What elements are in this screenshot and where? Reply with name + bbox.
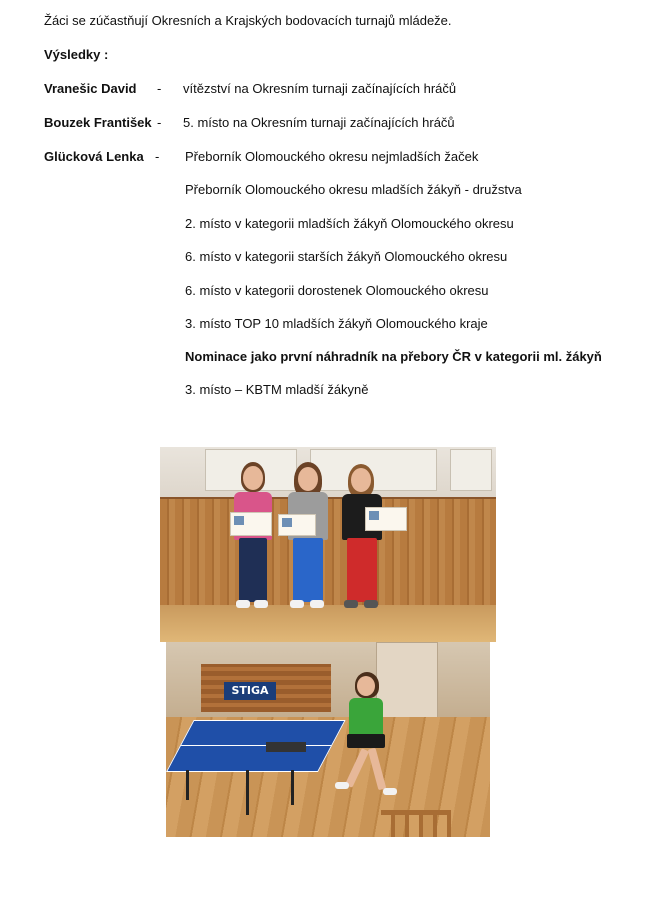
entry-result: 6. místo v kategorii dorostenek Olomouckého okresu [185, 283, 489, 298]
entry-result-nomination: Nominace jako první náhradník na přebory ČR v kategorii ml. žákyň [185, 349, 602, 364]
table-tennis-photo [166, 642, 490, 837]
entry-name: Vranešic David [44, 81, 137, 96]
entry-result: 3. místo – KBTM mladší žákyně [185, 382, 369, 397]
entry-result: Přeborník Olomouckého okresu mladších žákyň - družstva [185, 182, 522, 197]
entry-name: Glücková Lenka [44, 149, 144, 164]
entry-dash: - [155, 149, 160, 164]
entry-dash: - [157, 115, 162, 130]
entry-dash: - [157, 81, 162, 96]
girl-figure [332, 462, 392, 622]
entry-result: vítězství na Okresním turnaji začínajících hráčů [183, 81, 457, 96]
player-figure [341, 672, 401, 802]
chair [381, 810, 451, 837]
award-photo [160, 447, 496, 642]
intro-text: Žáci se zúčastňují Okresních a Krajských bodovacích turnajů mládeže. [44, 13, 452, 28]
entry-result: 6. místo v kategorii starších žákyň Olomouckého okresu [185, 249, 508, 264]
entry-result: 2. místo v kategorii mladších žákyň Olomouckého okresu [185, 216, 514, 231]
entry-result: Přeborník Olomouckého okresu nejmladších žaček [185, 149, 479, 164]
entry-name: Bouzek František [44, 115, 152, 130]
results-heading: Výsledky : [44, 47, 109, 62]
stiga-banner: STIGA [224, 682, 276, 700]
girl-figure [282, 462, 334, 622]
ping-pong-table [166, 720, 346, 772]
girl-figure [228, 462, 278, 622]
entry-result: 5. místo na Okresním turnaji začínajících hráčů [183, 115, 455, 130]
entry-result: 3. místo TOP 10 mladších žákyň Olomouckého kraje [185, 316, 488, 331]
